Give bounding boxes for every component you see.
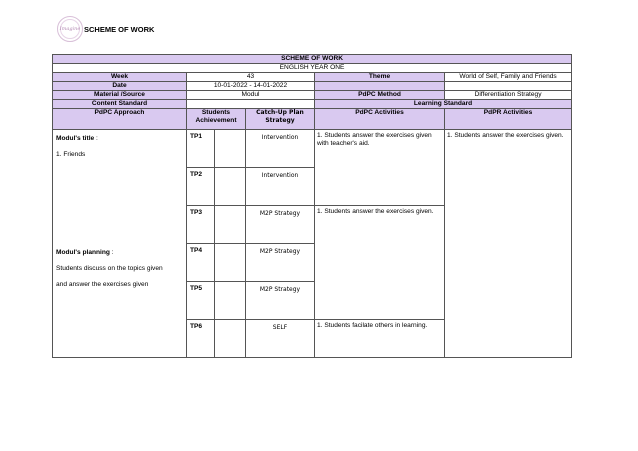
catchup-strategy: M2P Strategy	[246, 282, 315, 320]
modul-title-label: Modul's title	[56, 135, 95, 142]
modul-planning-colon: :	[109, 249, 114, 256]
logo-text: Imagine	[59, 26, 81, 32]
tp-check-cell	[215, 168, 246, 206]
table-subtitle-row	[53, 64, 572, 73]
material-row	[53, 91, 572, 100]
pdpr-activities-header: PdPR Activities	[445, 109, 572, 130]
date-row-blank-cell	[315, 82, 445, 91]
modul-cell	[53, 130, 187, 358]
tp-level: TP5	[187, 282, 215, 320]
table-row	[53, 130, 572, 168]
theme-label: Theme	[315, 73, 445, 82]
catchup-strategy: SELF	[246, 320, 315, 358]
week-value: 43	[187, 73, 315, 82]
modul-planning-line2: and answer the exercises given	[56, 281, 149, 288]
catchup-strategy: M2P Strategy	[246, 206, 315, 244]
date-label: Date	[53, 82, 187, 91]
table-title-row	[53, 55, 572, 64]
learning-standard-label: Learning Standard	[315, 100, 572, 109]
week-label: Week	[53, 73, 187, 82]
catchup-strategy: M2P Strategy	[246, 244, 315, 282]
document-header-title: SCHEME OF WORK	[84, 25, 155, 34]
tp-check-cell	[215, 130, 246, 168]
method-label: PdPC Method	[315, 91, 445, 100]
material-value: Modul	[187, 91, 315, 100]
tp-check-cell	[215, 282, 246, 320]
tp-level: TP6	[187, 320, 215, 358]
logo-emblem	[60, 19, 80, 39]
pdpc-activities-header: PdPC Activities	[315, 109, 445, 130]
tp-check-cell	[215, 320, 246, 358]
achievement-header: Students Achievement	[187, 109, 246, 130]
catchup-strategy: Intervention	[246, 168, 315, 206]
tp-check-cell	[215, 206, 246, 244]
modul-title-value: 1. Friends	[56, 151, 86, 158]
tp-level: TP1	[187, 130, 215, 168]
tp-check-cell	[215, 244, 246, 282]
pdpc-activity-1: 1. Students answer the exercises given with teacher's aid.	[315, 130, 445, 206]
tp-level: TP2	[187, 168, 215, 206]
table-subtitle: ENGLISH YEAR ONE	[53, 64, 572, 73]
week-row	[53, 73, 572, 82]
catchup-strategy: Intervention	[246, 130, 315, 168]
material-label: Material /Source	[53, 91, 187, 100]
approach-header: PdPC Approach	[53, 109, 187, 130]
method-value: Differentiation Strategy	[445, 91, 572, 100]
tp-level: TP4	[187, 244, 215, 282]
pdpc-activity-3: 1. Students facilate others in learning.	[315, 320, 445, 358]
scheme-of-work-table	[52, 54, 572, 358]
theme-value: World of Self, Family and Friends	[445, 73, 572, 82]
content-standard-value	[187, 100, 315, 109]
content-standard-label: Content Standard	[53, 100, 187, 109]
column-header-row	[53, 109, 572, 130]
pdpr-activity: 1. Students answer the exercises given.	[445, 130, 572, 358]
modul-planning-line1: Students discuss on the topics given	[56, 265, 163, 272]
pdpc-activity-2: 1. Students answer the exercises given.	[315, 206, 445, 320]
modul-title-colon: :	[94, 135, 98, 142]
catchup-header: Catch-Up Plan Strategy	[246, 109, 315, 130]
standards-row	[53, 100, 572, 109]
modul-planning-label: Modul's planning	[56, 249, 110, 256]
school-logo	[57, 16, 83, 42]
date-value: 10-01-2022 - 14-01-2022	[187, 82, 315, 91]
date-row	[53, 82, 572, 91]
table-title: SCHEME OF WORK	[53, 55, 572, 64]
tp-level: TP3	[187, 206, 215, 244]
date-row-blank-value	[445, 82, 572, 91]
